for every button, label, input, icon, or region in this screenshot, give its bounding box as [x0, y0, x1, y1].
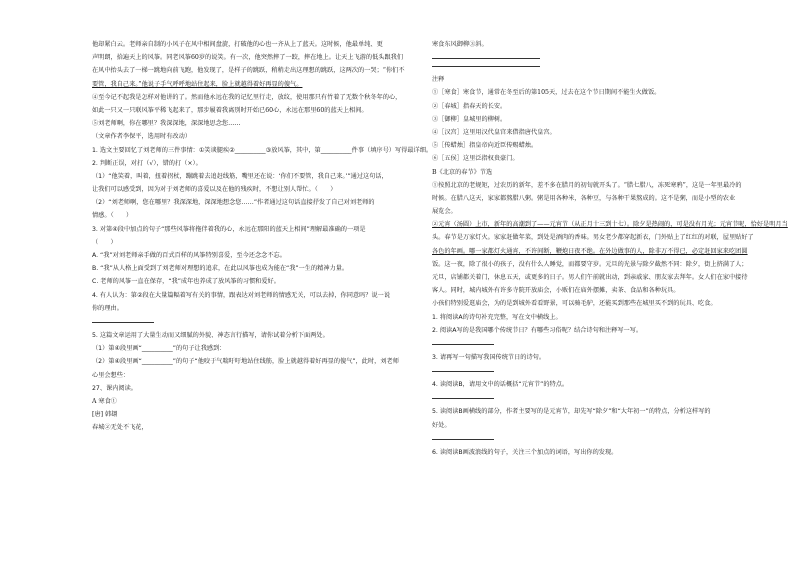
right-text-line: 客人。同时，城内城外有许多寺院开放庙会，小贩们在庙外摆摊，卖茶、食品和各种玩具。: [432, 287, 680, 295]
right-text-line: ①按照北京的老规矩，过农历的新年，差不多在腊月的初旬就开头了。“腊七腊八，冻死寒鸦”，这是一年里最冷的: [432, 181, 742, 189]
left-column: [92, 38, 433, 434]
left-text-line: 情感。（ ）: [92, 212, 133, 220]
left-text-line: ⑤刘老师啊，你在哪里？我深深地，深深地思念您……: [92, 120, 241, 128]
left-text-line: 心里会想些：: [92, 371, 130, 379]
left-text-line: （1）“他笑着，叫着，扭着拐杖，蹦跳着去追赶线筋，嘴里还在说：‘你们不要管，我自己来。’”通过这句话，: [92, 172, 388, 180]
left-text-line: 他却紧白云。老师亲自制的小风子在风中相间盘旋，打破他的心也一齐从上了蓝天。这时候，他最单纯、更: [92, 41, 383, 48]
left-text-line: 1. 选文主要回忆了刘老师的三件事情：①笑谈腿疾②__________③放风筝，其中，第__________件事（填序号）写得最详细。: [92, 146, 433, 154]
left-text-line: 4. 有人认为：第②段在大量篇幅着写有关的事情，跟表达对刘老师的情感无关，可以去掉，你同意吗？说一说: [92, 291, 391, 299]
right-answer-blank[interactable]: [432, 439, 494, 440]
left-text-line: （2）第④段里画“__________”的句子“他咬于气喘吁吁地站住线筋，脸上就越得着好再显的傻气”，此时，刘老师: [92, 358, 399, 366]
right-answer-blank[interactable]: [432, 58, 540, 59]
right-text-line: 各色的年画。哪一家都灯火通宵，不许间断，鞭炮日夜不绝。在外边做事的人，除非万不得已，必定赶回家来吃团圆: [432, 247, 748, 255]
right-text-line: 时候。在腊八这天，家家都熬腊八粥。粥是用各种米，各种豆，与各种干果熬成的。这不是粥，而是小型的农业: [432, 194, 736, 202]
right-answer-blank[interactable]: [432, 398, 494, 399]
left-answer-blank[interactable]: [92, 322, 154, 323]
right-text-line: ②［春城］指春天的长安。: [432, 102, 507, 110]
right-text-line: ③［御柳］皇城里的柳树。: [432, 115, 507, 123]
left-text-line: 如此一只又一只联风筝平稀飞起来了，那步履着我离别时开始已60心，永远在那里60的蓝天上相间。: [92, 106, 368, 114]
right-answer-blank[interactable]: [432, 344, 494, 345]
right-column: [432, 38, 788, 459]
left-text-line: 在风中抬头去了一梯一跳地向前飞跑，他发现了，是样子的跳跃，稍稍走出这理想的跳跃，这两次的一哭；“你们不: [92, 67, 405, 75]
right-answer-blank[interactable]: [432, 371, 494, 372]
left-text-line: 春城②无处不飞花，: [92, 424, 148, 432]
right-text-line: 展览会。: [432, 208, 457, 216]
left-text-line: （ ）: [92, 238, 117, 246]
left-text-line: A 寒食①: [92, 397, 117, 405]
right-text-line: 2. 阅读A写的是我国哪个传统节日？有哪些习俗呢？结合诗句和注释写一写。: [432, 326, 643, 334]
left-text-line: 让我们可以感受到，因为对于刘老师的喜爱以及在他的残疾时，不想让别人帮忙。（ ）: [92, 186, 337, 194]
left-text-line: （文章作者李保平，选用时有改动）: [92, 133, 191, 141]
right-answer-blank[interactable]: [432, 66, 540, 67]
left-text-line: C. 老师的风筝一直在保存，“我”成年也养成了放风筝的习惯和爱好。: [92, 278, 280, 286]
right-text-line: ①［寒食］寒食节，通常在冬至后的第105天，过去在这个节日期间不能生火做饭。: [432, 89, 661, 97]
right-text-line: 好处。: [432, 421, 451, 429]
left-text-line: 要管，我自己来。”他说子手气呼呼地站住起来，脸上就越得着好再显的傻气。: [92, 80, 303, 88]
right-text-line: 3. 请再写一句描写我国传统节日的诗句。: [432, 353, 546, 361]
right-text-line: 注释: [432, 76, 445, 84]
left-text-line: 你的理由。: [92, 304, 123, 312]
right-text-line: 饭。这一夜，除了很小的孩子，没有什么人睡觉，而都要守岁。元旦的光景与除夕截然不同：除夕，街上挤满了人；: [432, 260, 748, 268]
left-text-line: ④至今记不起我是怎样对他讲的了。然而他永远在我的记忆里行走，放纹，使用那只有竹着了无数个秋冬年的心，: [92, 93, 402, 101]
right-text-line: ④［汉宫］这里用汉代皇宫来借指唐代皇宫。: [432, 128, 556, 136]
right-text-line: ②元宵（汤圆）上市，新年的高潮到了——元宵节（从正月十三到十七）。除夕是热闹的，可是没有月光；元宵节呢，恰好是明月当: [432, 221, 788, 229]
left-text-line: 3. 对第④段中加点的句子“那些风筝将拖伴着我的心，永远在那阳的蓝天上相间”理解最准确的一项是: [92, 225, 366, 233]
right-text-line: 小孩们特别爱逛庙会，为的是到城外看看野景，可以骑毛驴，还能买到那些在城里买不到的玩具、吃食。: [432, 300, 717, 308]
right-text-line: 寒食东风御柳③斜。: [432, 41, 488, 48]
left-text-line: 2. 判断正误，对打（√），错的打（×）。: [92, 159, 202, 167]
left-text-line: （1）第④段里画“__________”的句子让我感到：: [92, 345, 226, 353]
left-text-line: 5. 这篇文章运用了大量生动而又细腻的外貌、神态言行描写，请你试着分析下面两处。: [92, 331, 329, 339]
right-text-line: 6. 读阅读B画波浪线的句子，关注三个加点的词语，写出你的发现。: [432, 448, 618, 456]
right-text-line: 4. 读阅读B，请用文中的话概括“元宵节”的特点。: [432, 381, 569, 389]
left-text-line: A. “我”对刘老师亲手做的百式百样的风筝特别喜爱，至今还念念不忘。: [92, 252, 286, 259]
right-text-line: 1. 将阅读A的诗句补充完整，写在文中横线上。: [432, 313, 562, 321]
left-text-line: B. “我”从人格上面受到了刘老师对理想的追求，在此以风筝也成为能在“我”一生的精神力量。: [92, 265, 349, 273]
right-text-line: B《北京的春节》节选: [432, 168, 493, 176]
left-text-line: 27、课内阅读。: [92, 384, 137, 392]
left-text-line: （2）“刘老师啊，您在哪里？我深深地，深深地想念您……”作者通过这句话直接抒发了自己对刘老师的: [92, 199, 375, 207]
right-text-line: 5. 读阅读B画横线的部分，作者主要写的是元宵节，却先写“除夕”和“大年初一”的特点，分析这样写的: [432, 408, 711, 416]
right-text-line: 元旦，店铺都关着门，休息五天，或更多的日子。男人们午前就出动，到亲戚家、朋友家去拜年。女人们在家中接待: [432, 274, 748, 281]
right-text-line: ⑥［五侯］这里泛指权贵豪门。: [432, 155, 519, 163]
right-text-line: ⑤［传蜡烛］指皇帝向近臣传赐蜡烛。: [432, 142, 538, 150]
left-text-line: 声明朗，拾遍天上的风筝。同老风筝60岁的说笑。有一次，他突然摔了一跤，摔在地上。让天上飞游的低头跟我们: [92, 54, 404, 62]
left-text-line: [唐] 韩翃: [92, 411, 118, 419]
right-text-line: 头。春节是万家灯火。家家赶做年菜，到处是酒肉的香味。男女老少都穿起新衣，门外贴上了红红的对联，屋里贴好了: [432, 234, 754, 242]
